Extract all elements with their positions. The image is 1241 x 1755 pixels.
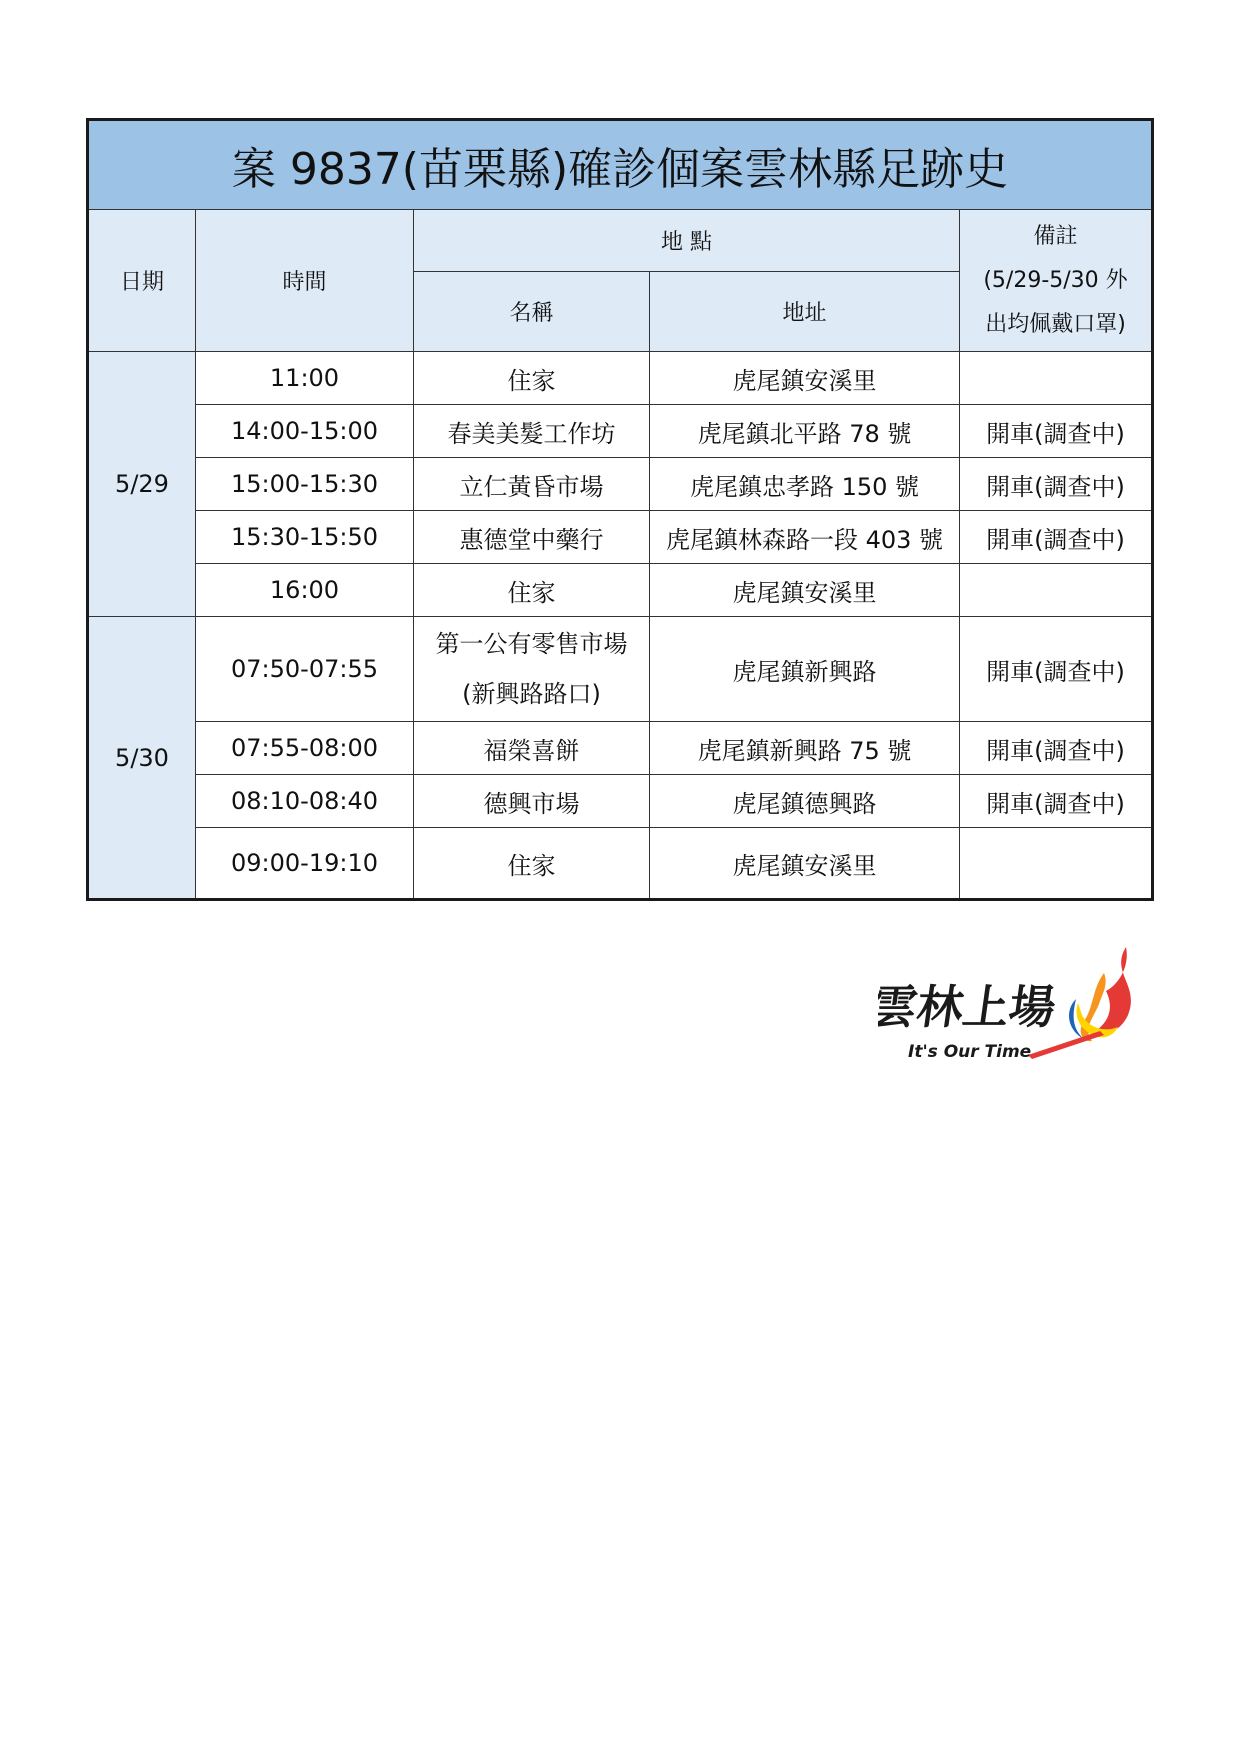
note-cell: 開車(調查中) (960, 405, 1153, 458)
place-name-cell: 住家 (414, 564, 650, 617)
time-cell: 15:30-15:50 (196, 511, 414, 564)
address-cell: 虎尾鎮德興路 (650, 775, 960, 828)
table-title: 案 9837(苗栗縣)確診個案雲林縣足跡史 (88, 120, 1153, 210)
note-cell: 開車(調查中) (960, 722, 1153, 775)
footprint-table (86, 118, 1154, 901)
note-cell (960, 828, 1153, 900)
date-cell: 5/30 (88, 617, 196, 900)
time-cell: 14:00-15:00 (196, 405, 414, 458)
header-note-line1: (5/29-5/30 外 (983, 267, 1128, 293)
note-cell: 開車(調查中) (960, 775, 1153, 828)
address-cell: 虎尾鎮新興路 (650, 617, 960, 722)
address-cell: 虎尾鎮安溪里 (650, 564, 960, 617)
torch-stroke-icon (1028, 1031, 1104, 1059)
time-cell: 11:00 (196, 352, 414, 405)
address-cell: 虎尾鎮忠孝路 150 號 (650, 458, 960, 511)
address-cell: 虎尾鎮北平路 78 號 (650, 405, 960, 458)
table-row (88, 828, 1153, 900)
header-location (414, 210, 960, 272)
place-name-line2: (新興路路口) (462, 680, 601, 708)
header-date: 日期 (88, 210, 196, 352)
table-row (88, 564, 1153, 617)
table-row (88, 617, 1153, 722)
note-cell: 開車(調查中) (960, 458, 1153, 511)
place-name-cell: 立仁黃昏市場 (414, 458, 650, 511)
table-row (88, 722, 1153, 775)
address-cell: 虎尾鎮安溪里 (650, 828, 960, 900)
yunlin-logo (878, 945, 1158, 1075)
place-name-cell: 惠德堂中藥行 (414, 511, 650, 564)
note-cell: 開車(調查中) (960, 617, 1153, 722)
address-cell: 虎尾鎮新興路 75 號 (650, 722, 960, 775)
table-row (88, 511, 1153, 564)
time-cell: 08:10-08:40 (196, 775, 414, 828)
header-name: 名稱 (414, 272, 650, 352)
header-note (960, 210, 1153, 352)
place-name-cell: 住家 (414, 828, 650, 900)
logo-slogan: It's Our Time (908, 1042, 1032, 1062)
note-cell (960, 352, 1153, 405)
address-cell: 虎尾鎮安溪里 (650, 352, 960, 405)
time-cell: 15:00-15:30 (196, 458, 414, 511)
header-note-line2: 出均佩戴口罩) (985, 311, 1126, 337)
date-cell: 5/29 (88, 352, 196, 617)
address-cell: 虎尾鎮林森路一段 403 號 (650, 511, 960, 564)
table-row (88, 775, 1153, 828)
yunlin-logo-graphic (878, 945, 1158, 1075)
table-row (88, 458, 1153, 511)
place-name-cell: 春美美髮工作坊 (414, 405, 650, 458)
place-name-cell: 德興市場 (414, 775, 650, 828)
time-cell: 07:55-08:00 (196, 722, 414, 775)
header-location-label: 地 點 (661, 230, 712, 255)
place-name-line1: 第一公有零售市場 (435, 630, 628, 658)
place-name-cell: 福榮喜餅 (414, 722, 650, 775)
place-name-cell (414, 617, 650, 722)
logo-text: 雲林上場 (878, 980, 1060, 1034)
header-note-title: 備註 (1033, 223, 1078, 249)
note-cell: 開車(調查中) (960, 511, 1153, 564)
header-address: 地址 (650, 272, 960, 352)
table-row (88, 352, 1153, 405)
table-row (88, 405, 1153, 458)
header-time: 時間 (196, 210, 414, 352)
time-cell: 09:00-19:10 (196, 828, 414, 900)
time-cell: 16:00 (196, 564, 414, 617)
time-cell: 07:50-07:55 (196, 617, 414, 722)
note-cell (960, 564, 1153, 617)
place-name-cell: 住家 (414, 352, 650, 405)
